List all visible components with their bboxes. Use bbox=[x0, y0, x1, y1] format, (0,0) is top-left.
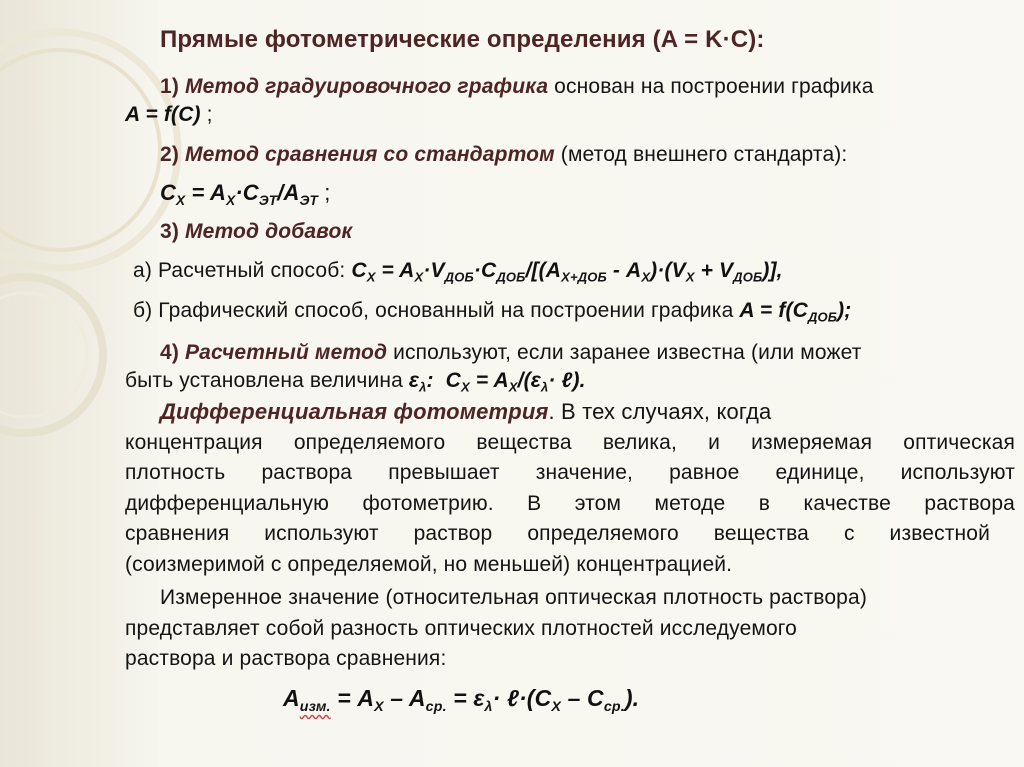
formula-subscript: ср. bbox=[425, 698, 447, 715]
method-3-line bbox=[160, 219, 352, 245]
formula-part: – C bbox=[561, 685, 604, 711]
formula-part: C bbox=[445, 369, 461, 392]
formula-part: = ε bbox=[446, 685, 485, 711]
method-1-tail: ; bbox=[206, 103, 213, 126]
formula-subscript: X bbox=[685, 269, 695, 285]
method-4-line-2 bbox=[125, 368, 586, 401]
method-1-number: 1) bbox=[160, 75, 179, 98]
formula-part: ); bbox=[837, 299, 852, 322]
method-3a-formula bbox=[351, 259, 783, 285]
formula-part: · ℓ). bbox=[548, 369, 586, 392]
formula-subscript: X bbox=[460, 379, 470, 395]
formula-part: A bbox=[493, 369, 509, 392]
formula-subscript: ср. bbox=[603, 698, 625, 715]
formula-part: C bbox=[160, 180, 177, 205]
method-3-number: 3) bbox=[160, 220, 179, 243]
formula-part: A bbox=[283, 685, 300, 711]
formula-subscript: X bbox=[414, 269, 424, 285]
formula-subscript: X bbox=[374, 698, 384, 715]
formula-part: C bbox=[242, 180, 259, 205]
ring-lower-inner bbox=[0, 293, 87, 417]
formula-subscript: ДОБ bbox=[496, 269, 526, 285]
formula-part: A bbox=[210, 180, 227, 205]
formula-part: ·C bbox=[473, 259, 497, 282]
formula-subscript: ДОБ bbox=[444, 269, 474, 285]
method-4-text-2: быть установлена величина bbox=[125, 369, 403, 392]
formula-subscript: X bbox=[366, 269, 376, 285]
formula-subscript: ДОБ bbox=[733, 269, 763, 285]
ring-inner bbox=[0, 50, 160, 250]
ring-outer bbox=[0, 32, 178, 268]
formula-subscript: X bbox=[641, 269, 651, 285]
diff-line-4: сравнения используют раствор определяемого вещества с известной bbox=[125, 522, 990, 545]
diff-line-1: концентрация определяемого вещества велика, и измеряемая оптическая bbox=[125, 431, 1015, 454]
diff-heading-line bbox=[160, 399, 771, 425]
formula-subscript: ДОБ bbox=[807, 309, 838, 325]
formula-part: ). bbox=[624, 685, 640, 711]
measured-line-3: раствора и раствора сравнения: bbox=[125, 647, 447, 670]
formula-part: - A bbox=[606, 259, 642, 282]
method-2-note: (метод внешнего стандарта): bbox=[560, 143, 848, 166]
method-2-name: Метод сравнения со стандартом bbox=[184, 143, 555, 166]
slide-title: Прямые фотометрические определения (A = K·C): bbox=[160, 26, 765, 53]
method-1-formula: A = f(C) bbox=[125, 103, 201, 126]
formula-subscript: X+ДОБ bbox=[561, 269, 607, 285]
method-4-text: используют, если заранее известна (или может bbox=[393, 341, 862, 364]
method-2-formula bbox=[160, 180, 331, 214]
formula-part: /[(A bbox=[525, 259, 562, 282]
formula-part: ε bbox=[408, 369, 420, 392]
method-4-formula bbox=[408, 369, 586, 395]
formula-part: = A bbox=[330, 685, 375, 711]
diff-first-text: . В тех случаях, когда bbox=[548, 399, 772, 424]
formula-part: ; bbox=[318, 180, 331, 205]
formula-subscript: X bbox=[226, 192, 236, 208]
formula-subscript: ЭТ bbox=[258, 192, 278, 208]
method-4-line bbox=[160, 340, 862, 366]
method-1-line bbox=[160, 74, 874, 100]
method-3a-label: а) Расчетный способ: bbox=[133, 259, 346, 282]
method-2-line bbox=[160, 142, 847, 168]
diff-line-2: плотность раствора превышает значение, равное единице, используют bbox=[125, 461, 1015, 484]
method-1-formula-line bbox=[125, 102, 213, 128]
method-1-name: Метод градуировочного графика bbox=[184, 75, 549, 98]
formula-part: = bbox=[185, 180, 211, 205]
formula-part: )], bbox=[762, 259, 783, 282]
final-formula bbox=[283, 685, 639, 720]
diff-line-3: дифференциальную фотометрию. В этом методе в качестве раствора bbox=[125, 492, 1015, 515]
method-3a-line bbox=[133, 258, 783, 291]
measured-line-1: Измеренное значение (относительная оптическая плотность раствора) bbox=[160, 586, 867, 609]
measured-line-2: представляет собой разность оптических плотностей исследуемого bbox=[125, 617, 797, 640]
diff-line-5: (соизмеримой с определяемой, но меньшей) концентрацией. bbox=[125, 553, 733, 576]
formula-part: – A bbox=[383, 685, 426, 711]
diff-heading: Дифференциальная фотометрия bbox=[160, 399, 549, 424]
formula-part: + V bbox=[694, 259, 734, 282]
method-4-name: Расчетный метод bbox=[184, 341, 388, 364]
formula-subscript: λ bbox=[419, 379, 427, 395]
formula-part: /A bbox=[277, 180, 300, 205]
formula-part: : bbox=[426, 369, 434, 392]
formula-part: · ℓ·(C bbox=[492, 685, 552, 711]
formula-part: ·V bbox=[423, 259, 445, 282]
method-2-number: 2) bbox=[160, 143, 179, 166]
formula-part: = bbox=[469, 369, 494, 392]
formula-part: = A bbox=[375, 259, 415, 282]
method-4-number: 4) bbox=[160, 341, 179, 364]
formula-subscript: X bbox=[551, 698, 562, 715]
formula-subscript: λ bbox=[540, 379, 549, 395]
formula-part: /(ε bbox=[517, 369, 541, 392]
formula-subscript: X bbox=[176, 192, 186, 208]
formula-subscript: λ bbox=[484, 698, 493, 715]
formula-subscript: X bbox=[508, 379, 518, 395]
method-3-name: Метод добавок bbox=[184, 220, 353, 243]
formula-part: )·(V bbox=[650, 259, 686, 282]
formula-subscript: ЭТ bbox=[299, 192, 318, 208]
method-3b-label: б) Графический способ, основанный на построении графика bbox=[133, 299, 734, 322]
method-3b-formula bbox=[739, 299, 852, 325]
formula-part: · bbox=[235, 180, 243, 205]
method-1-text: основан на построении графика bbox=[554, 75, 874, 98]
formula-part: A = f(C bbox=[739, 299, 808, 322]
formula-part: C bbox=[351, 259, 367, 282]
formula-subscript: изм. bbox=[299, 698, 331, 715]
method-3b-line bbox=[133, 298, 851, 331]
